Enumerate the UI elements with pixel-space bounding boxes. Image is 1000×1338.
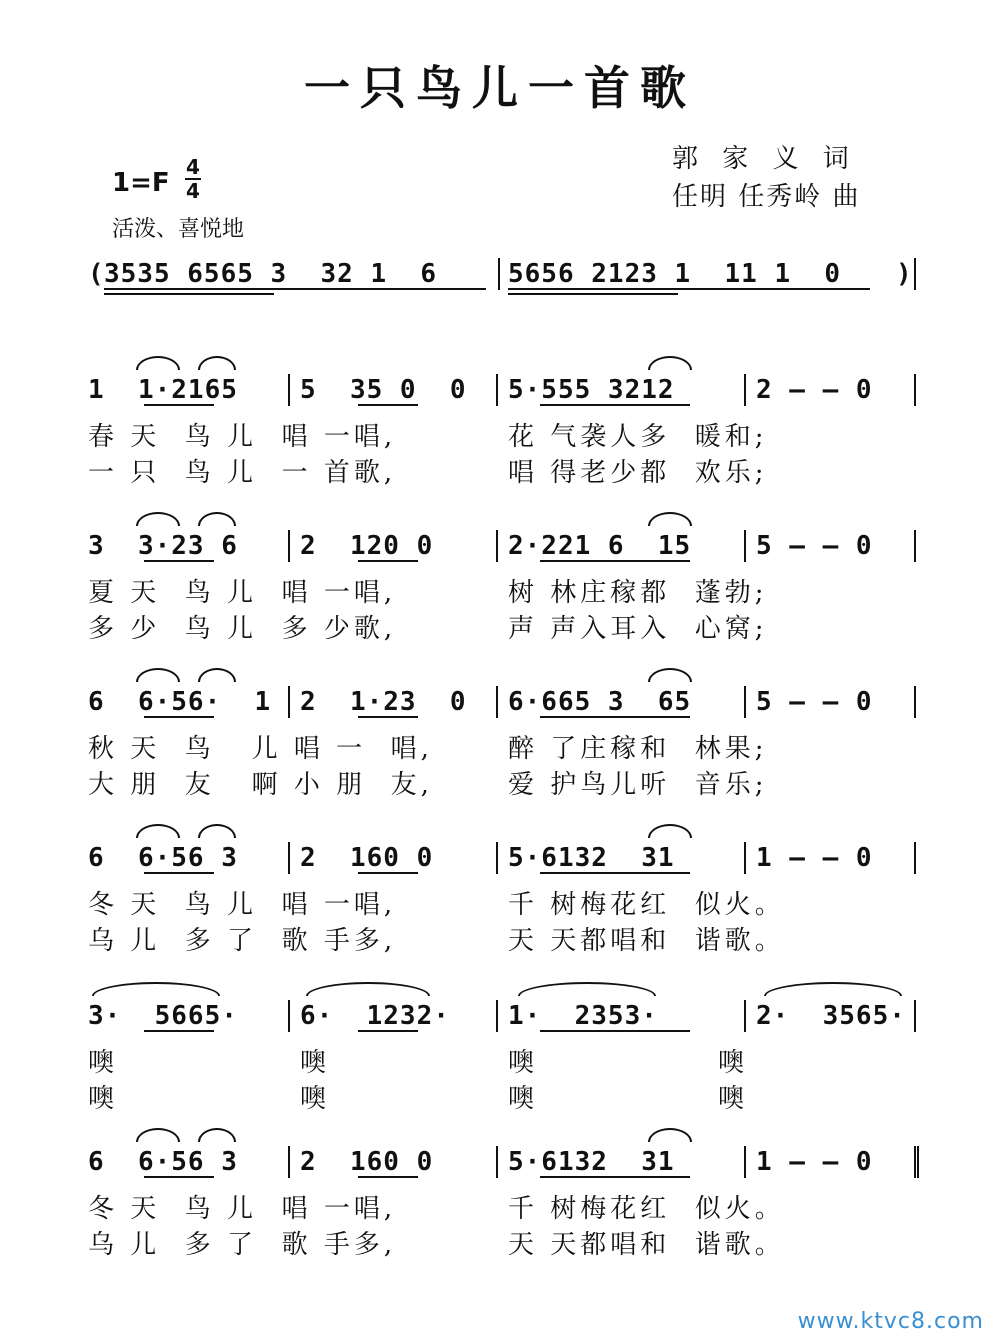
barline xyxy=(744,374,746,406)
barline xyxy=(914,1000,916,1032)
measure-1: 1 1·2165 xyxy=(88,375,238,405)
tie-slur xyxy=(648,356,692,370)
tie-slur xyxy=(306,982,430,996)
intro-measure-2: 5656 2123 1 11 1 0 xyxy=(508,259,842,289)
underline xyxy=(144,1176,214,1178)
notation-row xyxy=(88,682,918,722)
barline xyxy=(914,686,916,718)
lyric-verse-2: 噢 xyxy=(300,1084,331,1114)
tie-slur xyxy=(136,668,180,682)
lyric-verse-2: 声 声入耳入 心窝; xyxy=(508,614,768,644)
lyric-verse-1: 噢 xyxy=(88,1048,119,1078)
measure-3: 5·6132 31 xyxy=(508,1147,675,1177)
final-barline xyxy=(914,1146,919,1178)
tie-slur xyxy=(648,512,692,526)
tie-slur xyxy=(648,824,692,838)
song-title: 一只鸟儿一首歌 xyxy=(304,61,696,115)
lyric-verse-2: 噢 xyxy=(718,1084,749,1114)
tie-slur xyxy=(136,824,180,838)
barline xyxy=(496,1146,498,1178)
barline xyxy=(288,842,290,874)
tie-slur xyxy=(198,824,236,838)
barline xyxy=(914,530,916,562)
lyric-verse-1: 冬 天 鸟 儿 唱 一唱, xyxy=(88,1194,397,1224)
tie-slur xyxy=(518,982,656,996)
lyric-verse-2: 多 少 鸟 儿 多 少歌, xyxy=(88,614,397,644)
measure-2: 6· 1232· xyxy=(300,1001,450,1031)
barline xyxy=(288,374,290,406)
measure-3: 2·221 6 15 xyxy=(508,531,692,561)
measure-1: 3· 5665· xyxy=(88,1001,238,1031)
meter-top: 4 xyxy=(186,155,200,179)
measure-1: 3 3·23 6 xyxy=(88,531,238,561)
lyric-verse-1: 冬 天 鸟 儿 唱 一唱, xyxy=(88,890,397,920)
underline xyxy=(540,560,690,562)
measure-4: 1 – – 0 xyxy=(756,843,873,873)
notation-row xyxy=(88,526,918,566)
lyric-verse-2: 一 只 鸟 儿 一 首歌, xyxy=(88,458,397,488)
lyric-verse-2: 乌 儿 多 了 歌 手多, xyxy=(88,926,397,956)
barline xyxy=(744,1000,746,1032)
tie-slur xyxy=(764,982,902,996)
barline xyxy=(288,1146,290,1178)
lyric-verse-2: 天 天都唱和 谐歌。 xyxy=(508,1230,785,1260)
tie-slur xyxy=(92,982,220,996)
underline xyxy=(358,560,418,562)
barline xyxy=(744,686,746,718)
barline xyxy=(496,1000,498,1032)
underline xyxy=(144,404,214,406)
tie-slur xyxy=(198,356,236,370)
lyric-verse-1: 醉 了庄稼和 林果; xyxy=(508,734,768,764)
lyric-verse-1: 秋 天 鸟 儿 唱 一 唱, xyxy=(88,734,433,764)
lyric-verse-2: 大 朋 友 啊 小 朋 友, xyxy=(88,770,433,800)
underline xyxy=(540,1176,690,1178)
lyric-verse-2: 天 天都唱和 谐歌。 xyxy=(508,926,785,956)
tie-slur xyxy=(198,668,236,682)
measure-4: 5 – – 0 xyxy=(756,531,873,561)
composer-credit: 任明 任秀岭 曲 xyxy=(672,182,861,212)
underline xyxy=(144,872,214,874)
underline xyxy=(144,716,214,718)
measure-2: 2 160 0 xyxy=(300,843,434,873)
notation-row xyxy=(88,370,918,410)
lyric-verse-1: 树 林庄稼都 蓬勃; xyxy=(508,578,768,608)
underline xyxy=(144,1030,214,1032)
intro-row xyxy=(88,254,918,294)
underline xyxy=(358,404,418,406)
lyric-verse-2: 爱 护鸟儿听 音乐; xyxy=(508,770,768,800)
measure-1: 6 6·56· 1 xyxy=(88,687,272,717)
notation-row xyxy=(88,838,918,878)
barline xyxy=(744,1146,746,1178)
lyric-verse-1: 噢 xyxy=(300,1048,331,1078)
lyric-verse-2: 乌 儿 多 了 歌 手多, xyxy=(88,1230,397,1260)
barline xyxy=(496,374,498,406)
tie-slur xyxy=(198,512,236,526)
measure-2: 2 1·23 0 xyxy=(300,687,467,717)
measure-1: 6 6·56 3 xyxy=(88,843,238,873)
barline xyxy=(744,842,746,874)
lyric-verse-1: 千 树梅花红 似火。 xyxy=(508,1194,785,1224)
barline xyxy=(498,258,500,290)
lyric-verse-1: 夏 天 鸟 儿 唱 一唱, xyxy=(88,578,397,608)
barline-end xyxy=(914,258,916,290)
barline xyxy=(288,1000,290,1032)
underline xyxy=(540,872,690,874)
tie-slur xyxy=(136,1128,180,1142)
underline xyxy=(540,1030,690,1032)
measure-4: 1 – – 0 xyxy=(756,1147,873,1177)
measure-4: 2· 3565· xyxy=(756,1001,906,1031)
lyric-verse-2: 唱 得老少都 欢乐; xyxy=(508,458,768,488)
lyric-verse-2: 噢 xyxy=(88,1084,119,1114)
lyric-verse-1: 噢 xyxy=(508,1048,539,1078)
notation-row xyxy=(88,996,918,1036)
tie-slur xyxy=(198,1128,236,1142)
barline xyxy=(744,530,746,562)
time-signature xyxy=(182,156,204,202)
intro-close-paren: ) xyxy=(896,259,913,289)
barline xyxy=(914,842,916,874)
underline xyxy=(358,872,418,874)
measure-3: 1· 2353· xyxy=(508,1001,658,1031)
measure-2: 5 35 0 0 xyxy=(300,375,467,405)
measure-4: 5 – – 0 xyxy=(756,687,873,717)
measure-3: 5·555 3212 xyxy=(508,375,675,405)
lyric-verse-2: 噢 xyxy=(508,1084,539,1114)
underline xyxy=(104,293,274,295)
tempo-marking: 活泼、喜悦地 xyxy=(112,217,245,242)
underline xyxy=(540,716,690,718)
lyric-verse-1: 春 天 鸟 儿 唱 一唱, xyxy=(88,422,397,452)
barline xyxy=(914,374,916,406)
underline xyxy=(540,404,690,406)
measure-2: 2 120 0 xyxy=(300,531,434,561)
tie-slur xyxy=(136,512,180,526)
tie-slur xyxy=(136,356,180,370)
underline xyxy=(104,288,486,290)
underline xyxy=(508,288,870,290)
intro-measure-1: 3535 6565 3 32 1 6 xyxy=(104,259,438,289)
barline xyxy=(496,686,498,718)
notation-row xyxy=(88,1142,918,1182)
underline xyxy=(358,1030,418,1032)
lyric-verse-1: 千 树梅花红 似火。 xyxy=(508,890,785,920)
measure-1: 6 6·56 3 xyxy=(88,1147,238,1177)
underline xyxy=(358,716,418,718)
underline xyxy=(358,1176,418,1178)
measure-3: 5·6132 31 xyxy=(508,843,675,873)
tie-slur xyxy=(648,1128,692,1142)
underline xyxy=(144,560,214,562)
underline xyxy=(508,293,678,295)
lyricist-credit: 郭 家 义 词 xyxy=(672,144,857,174)
lyric-verse-1: 噢 xyxy=(718,1048,749,1078)
lyric-verse-1: 花 气袭人多 暖和; xyxy=(508,422,768,452)
tie-slur xyxy=(648,668,692,682)
barline xyxy=(288,686,290,718)
measure-3: 6·665 3 65 xyxy=(508,687,692,717)
meter-bottom: 4 xyxy=(186,179,200,203)
measure-4: 2 – – 0 xyxy=(756,375,873,405)
measure-2: 2 160 0 xyxy=(300,1147,434,1177)
intro-open-paren: ( xyxy=(88,259,105,289)
watermark: www.ktvc8.com xyxy=(797,1309,984,1334)
barline xyxy=(496,530,498,562)
barline xyxy=(288,530,290,562)
key-signature: 1=F xyxy=(112,168,170,198)
barline xyxy=(496,842,498,874)
